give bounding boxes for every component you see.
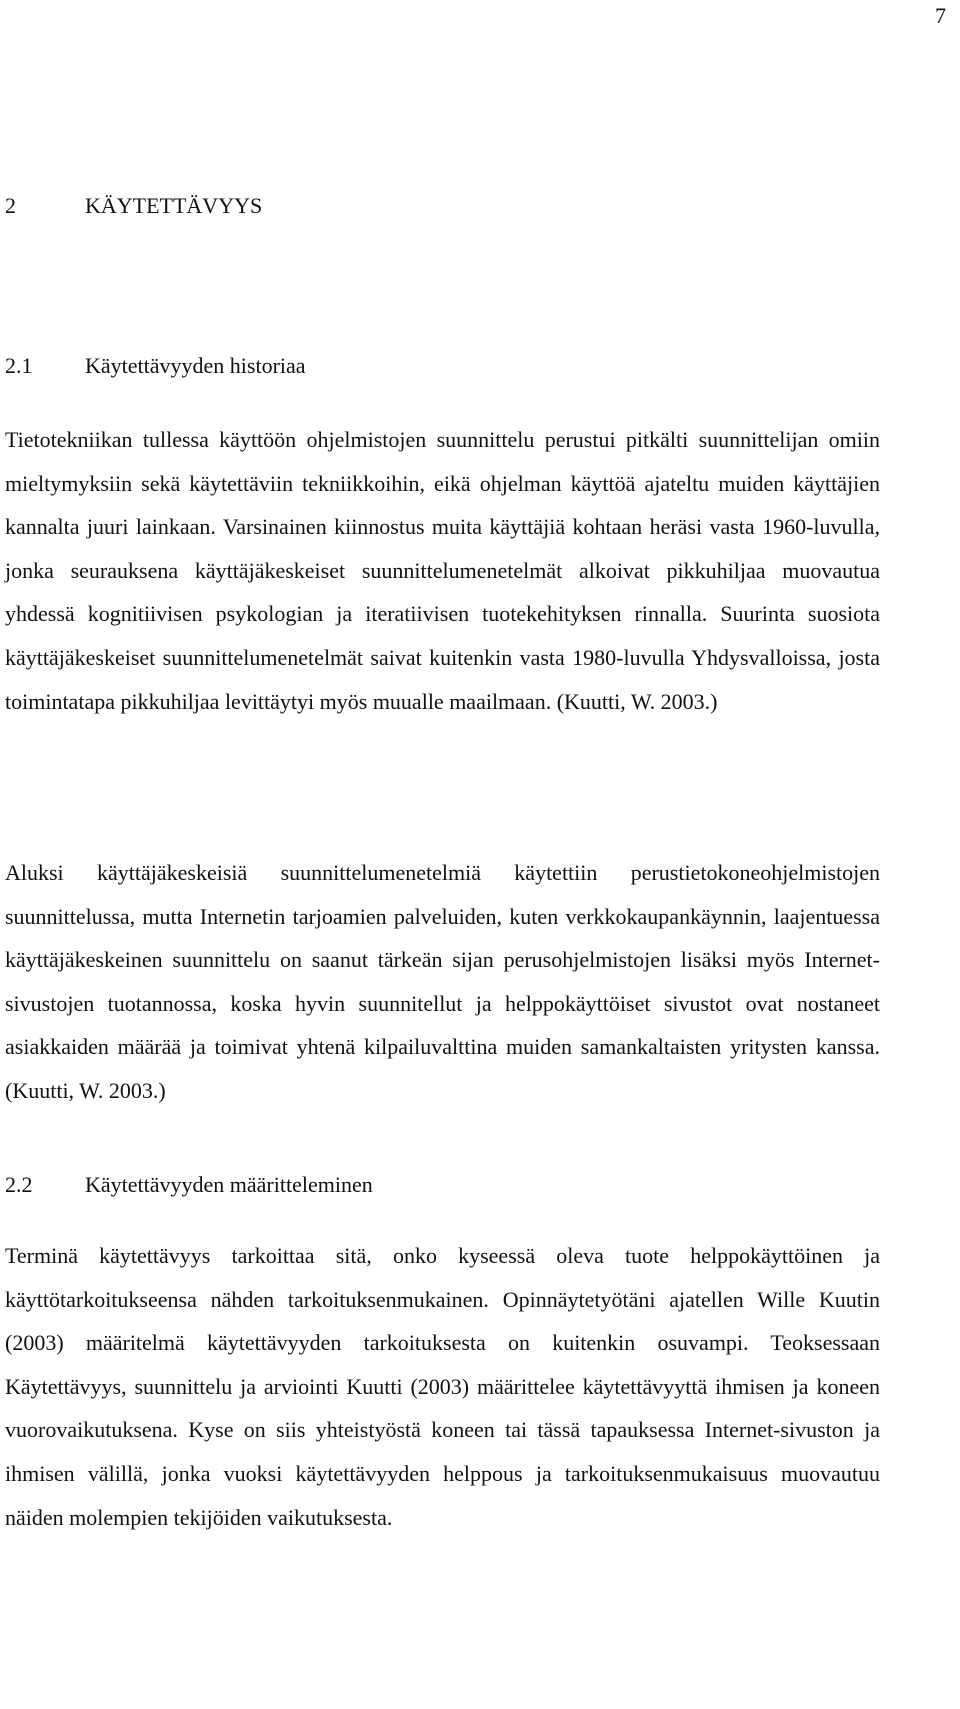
- body-paragraph: Tietotekniikan tullessa käyttöön ohjelmistojen suunnittelu perustui pitkälti suunnittelijan omiin mieltymyksiin sekä käytettäviin tekniikkoihin, eikä ohjelman käyttöä ajateltu muiden käyttäjien kannalta juuri lainkaan. Varsinainen kiinnostus muita käyttäjiä kohtaan heräsi vasta 1960-luvulla, jonka seurauksena käyttäjäkeskeiset suunnittelumenetelmät alkoivat pikkuhiljaa muovautua yhdessä kognitiivisen psykologian ja iteratiivisen tuotekehityksen rinnalla. Suurinta suosiota käyttäjäkeskeiset suunnittelumenetelmät saivat kuitenkin vasta 1980-luvulla Yhdysvalloissa, josta toimintatapa pikkuhiljaa levittäytyi myös muualle maailmaan. (Kuutti, W. 2003.): [5, 427, 880, 714]
- section-number: 2.2: [5, 1172, 33, 1197]
- body-paragraph: Aluksi käyttäjäkeskeisiä suunnittelumenetelmiä käytettiin perustietokoneohjelmistojen suunnittelussa, mutta Internetin tarjoamien palveluiden, kuten verkkokaupankäynnin, laajentuessa käyttäjäkeskeinen suunnittelu on saanut tärkeän sijan perusohjelmistojen lisäksi myös Internet-sivustojen tuotannossa, koska hyvin suunnitellut ja helppokäyttöiset sivustot ovat nostaneet asiakkaiden määrää ja toimivat yhtenä kilpailuvalttina muiden samankaltaisten yritysten kanssa. (Kuutti, W. 2003.): [5, 860, 880, 1103]
- section-heading-2-1: [5, 350, 306, 382]
- section-title: Käytettävyyden historiaa: [85, 353, 306, 378]
- chapter-heading: [5, 190, 262, 222]
- section-number: 2.1: [5, 353, 33, 378]
- chapter-number: 2: [5, 193, 16, 218]
- section-title: Käytettävyyden määritteleminen: [85, 1172, 373, 1197]
- body-paragraph: Terminä käytettävyys tarkoittaa sitä, onko kyseessä oleva tuote helppokäyttöinen ja käyttötarkoitukseensa nähden tarkoituksenmukainen. Opinnäytetyötäni ajatellen Wille Kuutin (2003) määritelmä käytettävyyden tarkoituksesta on kuitenkin osuvampi. Teoksessaan Käytettävyys, suunnittelu ja arviointi Kuutti (2003) määrittelee käytettävyyttä ihmisen ja koneen vuorovaikutuksena. Kyse on siis yhteistyöstä koneen tai tässä tapauksessa Internet-sivuston ja ihmisen välillä, jonka vuoksi käytettävyyden helppous ja tarkoituksenmukaisuus muovautuu näiden molempien tekijöiden vaikutuksesta.: [5, 1243, 880, 1530]
- page-number: 7: [935, 3, 946, 28]
- section-heading-2-2: [5, 1169, 373, 1201]
- chapter-title: KÄYTETTÄVYYS: [85, 193, 263, 218]
